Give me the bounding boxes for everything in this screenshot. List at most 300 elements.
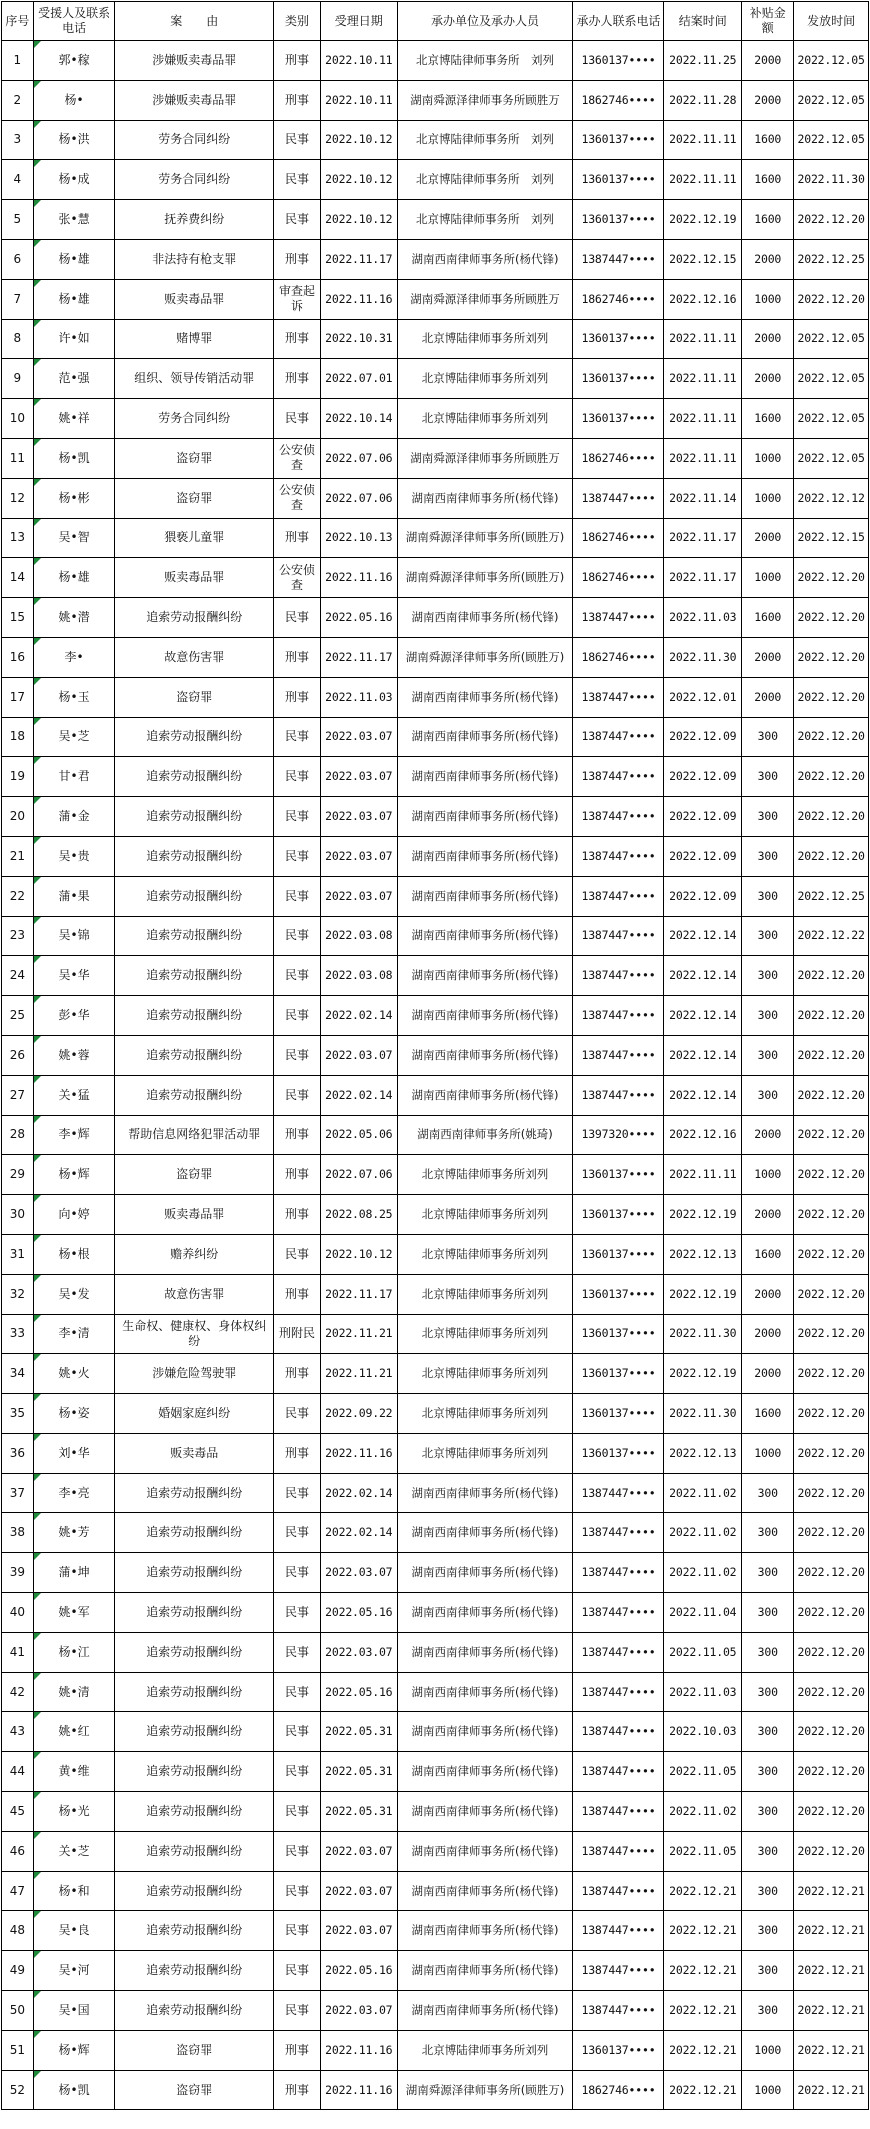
cell-type: 民事 bbox=[273, 1911, 320, 1951]
table-row bbox=[2, 1513, 869, 1553]
cell-pay: 2022.12.20 bbox=[794, 1632, 869, 1672]
cell-name-text: 郭•稼 bbox=[58, 52, 90, 67]
table-row bbox=[2, 1672, 869, 1712]
cell-name bbox=[33, 1075, 115, 1115]
cell-date: 2022.11.17 bbox=[320, 239, 397, 279]
cell-close: 2022.12.14 bbox=[664, 996, 742, 1036]
cell-name bbox=[33, 359, 115, 399]
cell-close: 2022.11.11 bbox=[664, 319, 742, 359]
cell-name bbox=[33, 757, 115, 797]
cell-cause: 追索劳动报酬纠纷 bbox=[115, 797, 273, 837]
cell-amount: 300 bbox=[742, 956, 794, 996]
cell-date: 2022.03.07 bbox=[320, 1035, 397, 1075]
cell-pay: 2022.12.21 bbox=[794, 1911, 869, 1951]
cell-pay: 2022.12.20 bbox=[794, 1831, 869, 1871]
table-row bbox=[2, 1354, 869, 1394]
comment-marker-icon bbox=[34, 797, 41, 804]
cell-date: 2022.03.07 bbox=[320, 1911, 397, 1951]
cell-phone: 1387447•••• bbox=[573, 1593, 664, 1633]
cell-idx: 51 bbox=[2, 2030, 34, 2070]
cell-name-text: 蒲•金 bbox=[58, 809, 90, 824]
cell-unit: 北京博陆律师事务所刘列 bbox=[397, 1155, 573, 1195]
cell-cause: 盗窃罪 bbox=[115, 1155, 273, 1195]
cell-phone: 1387447•••• bbox=[573, 478, 664, 518]
cell-close: 2022.11.02 bbox=[664, 1792, 742, 1832]
cell-phone: 1360137•••• bbox=[573, 1314, 664, 1354]
cell-date: 2022.03.07 bbox=[320, 797, 397, 837]
cell-cause: 追索劳动报酬纠纷 bbox=[115, 1553, 273, 1593]
cell-cause: 追索劳动报酬纠纷 bbox=[115, 1632, 273, 1672]
comment-marker-icon bbox=[34, 1673, 41, 1680]
cell-type: 民事 bbox=[273, 1513, 320, 1553]
cell-name bbox=[33, 1991, 115, 2031]
cell-unit: 湖南西南律师事务所(杨代锋) bbox=[397, 1075, 573, 1115]
cell-type: 民事 bbox=[273, 1075, 320, 1115]
cell-date: 2022.11.16 bbox=[320, 2030, 397, 2070]
cell-cause: 追索劳动报酬纠纷 bbox=[115, 1991, 273, 2031]
cell-close: 2022.12.14 bbox=[664, 956, 742, 996]
cell-name bbox=[33, 996, 115, 1036]
table-row bbox=[2, 2070, 869, 2110]
cell-close: 2022.11.11 bbox=[664, 1155, 742, 1195]
table-row bbox=[2, 1632, 869, 1672]
cell-close: 2022.11.30 bbox=[664, 1314, 742, 1354]
cell-phone: 1387447•••• bbox=[573, 1632, 664, 1672]
cell-close: 2022.12.19 bbox=[664, 1274, 742, 1314]
cell-name-text: 姚•军 bbox=[58, 1604, 90, 1619]
cell-amount: 300 bbox=[742, 1075, 794, 1115]
cell-idx: 5 bbox=[2, 200, 34, 240]
cell-unit: 湖南舜源泽律师事务所顾胜万 bbox=[397, 279, 573, 319]
cell-cause: 追索劳动报酬纠纷 bbox=[115, 876, 273, 916]
cell-name-text: 姚•祥 bbox=[58, 411, 90, 426]
cell-date: 2022.10.13 bbox=[320, 518, 397, 558]
cell-idx: 35 bbox=[2, 1394, 34, 1434]
comment-marker-icon bbox=[34, 399, 41, 406]
table-row bbox=[2, 1871, 869, 1911]
cell-close: 2022.11.17 bbox=[664, 558, 742, 598]
cell-type: 刑事 bbox=[273, 1433, 320, 1473]
cell-amount: 1600 bbox=[742, 200, 794, 240]
cell-close: 2022.12.16 bbox=[664, 1115, 742, 1155]
table-body bbox=[2, 41, 869, 2110]
cell-pay: 2022.12.20 bbox=[794, 200, 869, 240]
table-row bbox=[2, 996, 869, 1036]
cell-name bbox=[33, 2030, 115, 2070]
cell-type: 刑事 bbox=[273, 2070, 320, 2110]
comment-marker-icon bbox=[34, 1553, 41, 1560]
cell-date: 2022.03.07 bbox=[320, 1991, 397, 2031]
cell-type: 刑事 bbox=[273, 1354, 320, 1394]
comment-marker-icon bbox=[34, 678, 41, 685]
cell-date: 2022.05.16 bbox=[320, 598, 397, 638]
cell-amount: 2000 bbox=[742, 41, 794, 81]
cell-pay: 2022.12.05 bbox=[794, 438, 869, 478]
cell-cause: 盗窃罪 bbox=[115, 2070, 273, 2110]
cell-name-text: 吴•智 bbox=[58, 530, 90, 545]
cell-idx: 50 bbox=[2, 1991, 34, 2031]
cell-type: 民事 bbox=[273, 996, 320, 1036]
cell-name bbox=[33, 956, 115, 996]
cell-type: 刑事 bbox=[273, 41, 320, 81]
cell-close: 2022.11.03 bbox=[664, 1672, 742, 1712]
table-row bbox=[2, 80, 869, 120]
cell-type: 民事 bbox=[273, 1473, 320, 1513]
table-row bbox=[2, 956, 869, 996]
cell-amount: 1000 bbox=[742, 2030, 794, 2070]
cell-idx: 13 bbox=[2, 518, 34, 558]
cell-cause: 贩卖毒品罪 bbox=[115, 1195, 273, 1235]
table-row bbox=[2, 319, 869, 359]
cell-type: 民事 bbox=[273, 1831, 320, 1871]
cell-amount: 300 bbox=[742, 1553, 794, 1593]
cell-type: 民事 bbox=[273, 836, 320, 876]
cell-type: 民事 bbox=[273, 1553, 320, 1593]
cell-date: 2022.10.31 bbox=[320, 319, 397, 359]
comment-marker-icon bbox=[34, 1076, 41, 1083]
cell-close: 2022.12.14 bbox=[664, 916, 742, 956]
cell-phone: 1360137•••• bbox=[573, 2030, 664, 2070]
table-row bbox=[2, 359, 869, 399]
cell-idx: 29 bbox=[2, 1155, 34, 1195]
cell-name bbox=[33, 279, 115, 319]
cell-cause: 追索劳动报酬纠纷 bbox=[115, 1752, 273, 1792]
cell-phone: 1360137•••• bbox=[573, 1155, 664, 1195]
cell-cause: 追索劳动报酬纠纷 bbox=[115, 1672, 273, 1712]
table-row bbox=[2, 1394, 869, 1434]
cell-amount: 1600 bbox=[742, 160, 794, 200]
cell-idx: 30 bbox=[2, 1195, 34, 1235]
table-row bbox=[2, 916, 869, 956]
cell-unit: 北京博陆律师事务所刘列 bbox=[397, 319, 573, 359]
cell-type: 刑事 bbox=[273, 677, 320, 717]
cell-cause: 盗窃罪 bbox=[115, 2030, 273, 2070]
cell-amount: 1600 bbox=[742, 598, 794, 638]
cell-date: 2022.03.07 bbox=[320, 1871, 397, 1911]
cell-phone: 1862746•••• bbox=[573, 2070, 664, 2110]
cell-name bbox=[33, 438, 115, 478]
cell-idx: 18 bbox=[2, 717, 34, 757]
cell-cause: 劳务合同纠纷 bbox=[115, 120, 273, 160]
cell-type: 民事 bbox=[273, 1632, 320, 1672]
cell-unit: 湖南舜源泽律师事务所(顾胜万) bbox=[397, 518, 573, 558]
cell-type: 刑事 bbox=[273, 80, 320, 120]
cell-phone: 1387447•••• bbox=[573, 1871, 664, 1911]
cell-close: 2022.11.05 bbox=[664, 1632, 742, 1672]
cell-name-text: 杨•光 bbox=[58, 1803, 90, 1818]
cell-idx: 9 bbox=[2, 359, 34, 399]
cell-date: 2022.03.07 bbox=[320, 757, 397, 797]
comment-marker-icon bbox=[34, 1513, 41, 1520]
cell-name-text: 吴•锦 bbox=[58, 928, 90, 943]
cell-date: 2022.03.07 bbox=[320, 1632, 397, 1672]
cell-amount: 1000 bbox=[742, 279, 794, 319]
cell-name-text: 张•慧 bbox=[58, 212, 90, 227]
cell-close: 2022.12.21 bbox=[664, 2030, 742, 2070]
table-row bbox=[2, 1314, 869, 1354]
cell-pay: 2022.12.05 bbox=[794, 319, 869, 359]
cell-name bbox=[33, 239, 115, 279]
cell-idx: 23 bbox=[2, 916, 34, 956]
cell-name-text: 向•婷 bbox=[58, 1207, 90, 1221]
cell-cause: 追索劳动报酬纠纷 bbox=[115, 1951, 273, 1991]
cell-amount: 300 bbox=[742, 876, 794, 916]
cell-cause: 生命权、健康权、身体权纠纷 bbox=[115, 1314, 273, 1354]
table-row bbox=[2, 836, 869, 876]
cell-idx: 26 bbox=[2, 1035, 34, 1075]
cell-cause: 贩卖毒品罪 bbox=[115, 558, 273, 598]
cell-phone: 1387447•••• bbox=[573, 836, 664, 876]
cell-date: 2022.05.31 bbox=[320, 1752, 397, 1792]
cell-amount: 300 bbox=[742, 1951, 794, 1991]
cell-name-text: 关•猛 bbox=[58, 1087, 90, 1102]
cell-close: 2022.12.09 bbox=[664, 836, 742, 876]
cell-name-text: 吴•芝 bbox=[58, 729, 90, 744]
cell-name bbox=[33, 1115, 115, 1155]
cell-amount: 2000 bbox=[742, 677, 794, 717]
cell-unit: 湖南西南律师事务所(杨代锋) bbox=[397, 1871, 573, 1911]
cell-unit: 湖南舜源泽律师事务所顾胜万 bbox=[397, 80, 573, 120]
cell-date: 2022.11.17 bbox=[320, 1274, 397, 1314]
cell-idx: 52 bbox=[2, 2070, 34, 2110]
cell-date: 2022.05.31 bbox=[320, 1712, 397, 1752]
comment-marker-icon bbox=[34, 638, 41, 645]
table-row bbox=[2, 797, 869, 837]
cell-unit: 北京博陆律师事务所刘列 bbox=[397, 1394, 573, 1434]
cell-type: 刑事 bbox=[273, 1115, 320, 1155]
cell-pay: 2022.12.05 bbox=[794, 41, 869, 81]
cell-unit: 北京博陆律师事务所刘列 bbox=[397, 359, 573, 399]
cell-cause: 盗窃罪 bbox=[115, 438, 273, 478]
cell-idx: 49 bbox=[2, 1951, 34, 1991]
cell-name-text: 杨•洪 bbox=[58, 132, 90, 147]
cell-close: 2022.12.16 bbox=[664, 279, 742, 319]
cell-name bbox=[33, 1513, 115, 1553]
cell-type: 公安侦查 bbox=[273, 438, 320, 478]
comment-marker-icon bbox=[34, 1872, 41, 1879]
cell-name bbox=[33, 2070, 115, 2110]
cell-phone: 1360137•••• bbox=[573, 1274, 664, 1314]
cell-unit: 北京博陆律师事务所 刘列 bbox=[397, 200, 573, 240]
cell-amount: 1000 bbox=[742, 1155, 794, 1195]
cell-name bbox=[33, 1593, 115, 1633]
cell-close: 2022.12.09 bbox=[664, 717, 742, 757]
cell-name-text: 杨•凯 bbox=[58, 2082, 90, 2097]
table-row bbox=[2, 478, 869, 518]
cell-cause: 抚养费纠纷 bbox=[115, 200, 273, 240]
comment-marker-icon bbox=[34, 1116, 41, 1123]
cell-unit: 湖南西南律师事务所(杨代锋) bbox=[397, 1035, 573, 1075]
header-cause: 案 由 bbox=[115, 2, 273, 41]
cell-idx: 11 bbox=[2, 438, 34, 478]
cell-phone: 1862746•••• bbox=[573, 518, 664, 558]
cell-pay: 2022.12.20 bbox=[794, 1234, 869, 1274]
cell-date: 2022.05.16 bbox=[320, 1951, 397, 1991]
cell-type: 刑事 bbox=[273, 239, 320, 279]
cell-close: 2022.12.09 bbox=[664, 797, 742, 837]
cell-pay: 2022.12.20 bbox=[794, 1473, 869, 1513]
cell-pay: 2022.12.20 bbox=[794, 1394, 869, 1434]
cell-cause: 婚姻家庭纠纷 bbox=[115, 1394, 273, 1434]
cell-date: 2022.10.12 bbox=[320, 1234, 397, 1274]
cell-name-text: 杨•雄 bbox=[58, 570, 90, 585]
cell-unit: 湖南西南律师事务所(杨代锋) bbox=[397, 1632, 573, 1672]
cell-amount: 2000 bbox=[742, 1195, 794, 1235]
cell-pay: 2022.12.21 bbox=[794, 1991, 869, 2031]
cell-idx: 16 bbox=[2, 637, 34, 677]
table-row bbox=[2, 120, 869, 160]
cell-unit: 湖南西南律师事务所(杨代锋) bbox=[397, 239, 573, 279]
cell-unit: 湖南西南律师事务所(杨代锋) bbox=[397, 1991, 573, 2031]
cell-name-text: 吴•国 bbox=[58, 2002, 90, 2017]
cell-phone: 1360137•••• bbox=[573, 1354, 664, 1394]
cell-name bbox=[33, 1035, 115, 1075]
cell-idx: 24 bbox=[2, 956, 34, 996]
cell-type: 民事 bbox=[273, 1792, 320, 1832]
header-unit: 承办单位及承办人员 bbox=[397, 2, 573, 41]
cell-cause: 涉嫌贩卖毒品罪 bbox=[115, 80, 273, 120]
comment-marker-icon bbox=[34, 81, 41, 88]
cell-name-text: 蒲•果 bbox=[58, 888, 90, 903]
cell-unit: 湖南西南律师事务所(杨代锋) bbox=[397, 1951, 573, 1991]
cell-cause: 追索劳动报酬纠纷 bbox=[115, 956, 273, 996]
cell-pay: 2022.12.05 bbox=[794, 399, 869, 439]
comment-marker-icon bbox=[34, 1036, 41, 1043]
comment-marker-icon bbox=[34, 2071, 41, 2078]
cell-phone: 1387447•••• bbox=[573, 598, 664, 638]
comment-marker-icon bbox=[34, 41, 41, 48]
cell-idx: 27 bbox=[2, 1075, 34, 1115]
cell-idx: 22 bbox=[2, 876, 34, 916]
cell-name bbox=[33, 41, 115, 81]
cell-close: 2022.11.03 bbox=[664, 598, 742, 638]
cell-type: 民事 bbox=[273, 1712, 320, 1752]
comment-marker-icon bbox=[34, 1434, 41, 1441]
cell-date: 2022.02.14 bbox=[320, 1473, 397, 1513]
cell-date: 2022.08.25 bbox=[320, 1195, 397, 1235]
cell-unit: 湖南舜源泽律师事务所(顾胜万) bbox=[397, 637, 573, 677]
cell-cause: 追索劳动报酬纠纷 bbox=[115, 1593, 273, 1633]
cell-amount: 2000 bbox=[742, 80, 794, 120]
table-row bbox=[2, 1752, 869, 1792]
cell-pay: 2022.12.21 bbox=[794, 1951, 869, 1991]
cell-cause: 追索劳动报酬纠纷 bbox=[115, 916, 273, 956]
cell-date: 2022.09.22 bbox=[320, 1394, 397, 1434]
cell-unit: 北京博陆律师事务所 刘列 bbox=[397, 41, 573, 81]
cell-type: 民事 bbox=[273, 1035, 320, 1075]
cell-cause: 盗窃罪 bbox=[115, 677, 273, 717]
comment-marker-icon bbox=[34, 1235, 41, 1242]
cell-unit: 北京博陆律师事务所刘列 bbox=[397, 1274, 573, 1314]
comment-marker-icon bbox=[34, 598, 41, 605]
cell-cause: 涉嫌危险驾驶罪 bbox=[115, 1354, 273, 1394]
cell-close: 2022.12.19 bbox=[664, 1195, 742, 1235]
comment-marker-icon bbox=[34, 519, 41, 526]
cell-name bbox=[33, 80, 115, 120]
header-pay: 发放时间 bbox=[794, 2, 869, 41]
cell-name-text: 杨•彬 bbox=[58, 490, 90, 505]
cell-unit: 湖南西南律师事务所(杨代锋) bbox=[397, 1831, 573, 1871]
cell-close: 2022.12.19 bbox=[664, 1354, 742, 1394]
cell-name-text: 杨•辉 bbox=[58, 1167, 90, 1182]
cell-type: 公安侦查 bbox=[273, 558, 320, 598]
cell-unit: 湖南西南律师事务所(杨代锋) bbox=[397, 916, 573, 956]
cell-cause: 追索劳动报酬纠纷 bbox=[115, 757, 273, 797]
cell-unit: 湖南西南律师事务所(杨代锋) bbox=[397, 996, 573, 1036]
cell-idx: 7 bbox=[2, 279, 34, 319]
cell-unit: 北京博陆律师事务所刘列 bbox=[397, 1195, 573, 1235]
cell-phone: 1387447•••• bbox=[573, 757, 664, 797]
cell-name-text: 杨•江 bbox=[58, 1644, 90, 1659]
cell-close: 2022.10.03 bbox=[664, 1712, 742, 1752]
cell-phone: 1387447•••• bbox=[573, 1911, 664, 1951]
cell-name bbox=[33, 1314, 115, 1354]
table-row bbox=[2, 1075, 869, 1115]
comment-marker-icon bbox=[34, 956, 41, 963]
cell-name bbox=[33, 1831, 115, 1871]
cell-amount: 300 bbox=[742, 1035, 794, 1075]
cell-cause: 赌博罪 bbox=[115, 319, 273, 359]
cell-amount: 300 bbox=[742, 1871, 794, 1911]
cell-name-text: 杨•和 bbox=[58, 1883, 90, 1898]
cell-date: 2022.03.07 bbox=[320, 1553, 397, 1593]
cell-amount: 2000 bbox=[742, 1274, 794, 1314]
cell-close: 2022.12.21 bbox=[664, 2070, 742, 2110]
cell-type: 民事 bbox=[273, 956, 320, 996]
cell-date: 2022.02.14 bbox=[320, 1513, 397, 1553]
cell-cause: 猥亵儿童罪 bbox=[115, 518, 273, 558]
cell-unit: 湖南西南律师事务所(杨代锋) bbox=[397, 717, 573, 757]
cell-cause: 盗窃罪 bbox=[115, 478, 273, 518]
cell-idx: 41 bbox=[2, 1632, 34, 1672]
cell-close: 2022.11.04 bbox=[664, 1593, 742, 1633]
cell-close: 2022.11.17 bbox=[664, 518, 742, 558]
cell-name bbox=[33, 518, 115, 558]
comment-marker-icon bbox=[34, 1315, 41, 1322]
cell-name bbox=[33, 399, 115, 439]
cell-date: 2022.11.16 bbox=[320, 558, 397, 598]
cell-date: 2022.02.14 bbox=[320, 1075, 397, 1115]
cell-close: 2022.12.01 bbox=[664, 677, 742, 717]
table-row bbox=[2, 279, 869, 319]
cell-pay: 2022.12.20 bbox=[794, 1752, 869, 1792]
cell-amount: 1000 bbox=[742, 1433, 794, 1473]
cell-date: 2022.03.08 bbox=[320, 916, 397, 956]
cell-date: 2022.05.16 bbox=[320, 1593, 397, 1633]
cell-name-text: 吴•发 bbox=[58, 1286, 90, 1301]
header-close: 结案时间 bbox=[664, 2, 742, 41]
cell-unit: 北京博陆律师事务所刘列 bbox=[397, 1314, 573, 1354]
cell-amount: 300 bbox=[742, 757, 794, 797]
cell-pay: 2022.12.20 bbox=[794, 1792, 869, 1832]
cell-idx: 38 bbox=[2, 1513, 34, 1553]
cell-amount: 300 bbox=[742, 1712, 794, 1752]
cell-date: 2022.11.16 bbox=[320, 279, 397, 319]
table-row bbox=[2, 1195, 869, 1235]
comment-marker-icon bbox=[34, 320, 41, 327]
cell-close: 2022.12.15 bbox=[664, 239, 742, 279]
cell-type: 民事 bbox=[273, 1672, 320, 1712]
table-row bbox=[2, 399, 869, 439]
cell-name-text: 杨• bbox=[64, 92, 84, 107]
comment-marker-icon bbox=[34, 1991, 41, 1998]
cell-type: 民事 bbox=[273, 598, 320, 638]
cell-amount: 2000 bbox=[742, 239, 794, 279]
cell-pay: 2022.12.05 bbox=[794, 359, 869, 399]
cell-name-text: 杨•辉 bbox=[58, 2042, 90, 2057]
cell-phone: 1360137•••• bbox=[573, 41, 664, 81]
comment-marker-icon bbox=[34, 1792, 41, 1799]
